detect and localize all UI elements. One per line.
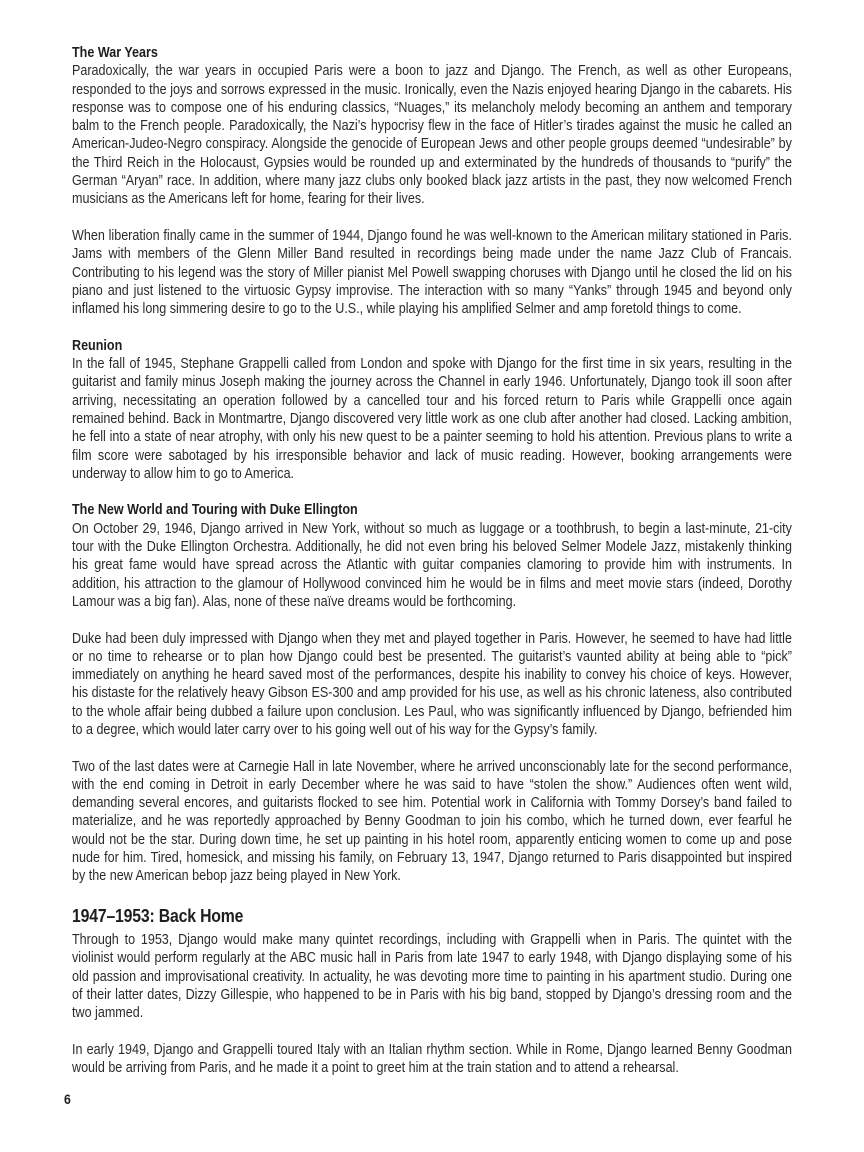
- paragraph-new-world-2: Duke had been duly impressed with Django when they met and played together in Paris. However, he seemed to have had little or no time to rehearse or to plan how Django could best be presented. The guitarist’s vaunted ability at being able to “pick” immediately on anything he heard saved most of the performances, despite his inability to convey his choice of keys. However, his distaste for the relatively heavy Gibson ES-300 and amp provided for his use, as well as his chronic lateness, also contributed to the whole affair being dubbed a failure upon conclusion. Les Paul, who was significantly influenced by Django, befriended him to a degree, which would later carry over to his going well out of his way for the Gypsy’s family.: [72, 630, 792, 738]
- section-heading-new-world-duke-ellington: The New World and Touring with Duke Ellington: [72, 502, 358, 519]
- paragraph-back-home-1: Through to 1953, Django would make many quintet recordings, including with Grappelli when in Paris. The quintet with the violinist would perform regularly at the ABC music hall in Paris from late 1947 to early 1948, with Django displaying some of his old passion and improvisational creativity. In actuality, he was devoting more time to painting in his apartment studio. During one of their latter dates, Dizzy Gillespie, who happened to be in Paris with his big band, stopped by Django’s dressing room and the two jammed.: [72, 931, 792, 1022]
- paragraph-war-years-2: When liberation finally came in the summer of 1944, Django found he was well-known to the American military stationed in Paris. Jams with members of the Glenn Miller Band resulted in recordings being made under the name Jazz Club of Francais. Contributing to his legend was the story of Miller pianist Mel Powell swapping choruses with Django until he closed the lid on his piano and just listened to the virtuosic Gypsy improvise. The interaction with so many “Yanks” through 1945 and beyond only inflamed his long simmering desire to go to the U.S., while playing his amplified Selmer and amp foretold things to come.: [72, 227, 792, 318]
- document-text-column: [72, 44, 792, 1077]
- section-heading-the-war-years: The War Years: [72, 45, 158, 61]
- paragraph-new-world-3: Two of the last dates were at Carnegie Hall in late November, where he arrived unconscionably late for the second performance, with the end coming in Detroit in early December where he was said to have “stolen the show.” Audiences often went wild, demanding several encores, and guitarists flocked to see him. Potential work in California with Tommy Dorsey’s band failed to materialize, and he was reportedly approached by Benny Goodman to join his combo, which he turned down, ever fearful he would not be the star. During down time, he set up painting in his hotel room, apparently enticing women to come up and pose nude for him. Tired, homesick, and missing his family, on February 13, 1947, Django returned to Paris disappointed but inspired by the new American bebop jazz being played in New York.: [72, 758, 792, 885]
- paragraph-new-world-1: On October 29, 1946, Django arrived in New York, without so much as luggage or a toothbrush, to begin a last-minute, 21-city tour with the Duke Ellington Orchestra. Additionally, he did not even bring his beloved Selmer Modele Jazz, mistakenly thinking his great fame would have spread across the Atlantic with guitar companies clamoring to provide him with instruments. In addition, his attraction to the glamour of Hollywood convinced him he would be in films and meet movie stars (indeed, Dorothy Lamour was a big fan). Alas, none of these naïve dreams would be forthcoming.: [72, 520, 792, 610]
- section-heading-1947-1953-back-home: 1947–1953: Back Home: [72, 904, 244, 926]
- page-number: 6: [64, 1091, 71, 1107]
- paragraph-back-home-2: In early 1949, Django and Grappelli toured Italy with an Italian rhythm section. While in Rome, Django learned Benny Goodman would be arriving from Paris, and he made it a point to greet him at the train station and to attend a rehearsal.: [72, 1041, 792, 1077]
- paragraph-war-years-1: Paradoxically, the war years in occupied Paris were a boon to jazz and Django. The French, as well as other Europeans, responded to the joys and sorrows expressed in the music. Ironically, even the Nazis enjoyed hearing Django in the cabarets. His response was to compose one of his enduring classics, “Nuages,” its melancholy melody becoming an anthem and temporary balm to the French people. Paradoxically, the Nazi’s hypocrisy flew in the face of Hitler’s tirades against the music he called an American-Judeo-Negro conspiracy. Alongside the genocide of European Jews and other people groups deemed “undesirable” by the Third Reich in the Holocaust, Gypsies would be rounded up and exterminated by the hundreds of thousands to “purify” the German “Aryan” race. In addition, where many jazz clubs only booked black jazz artists in the past, they now welcomed French musicians as the Americans left for home, fearing for their lives.: [72, 63, 792, 208]
- section-heading-reunion: Reunion: [72, 337, 123, 354]
- paragraph-reunion-1: In the fall of 1945, Stephane Grappelli called from London and spoke with Django for the first time in six years, resulting in the guitarist and family minus Joseph making the journey across the Channel in early 1946. Unfortunately, Django took ill soon after arriving, necessitating an operation followed by a cancelled tour and his forced return to Paris while Grappelli once again remained behind. Back in Montmartre, Django discovered very little work as one club after another had closed. Lacking ambition, he fell into a state of near atrophy, with only his new quest to be a painter seeming to hold his attention. Previous plans to write a film score were sabotaged by his irresponsible behavior and lack of music reading. However, booking arrangements were underway to allow him to go to America.: [72, 356, 792, 482]
